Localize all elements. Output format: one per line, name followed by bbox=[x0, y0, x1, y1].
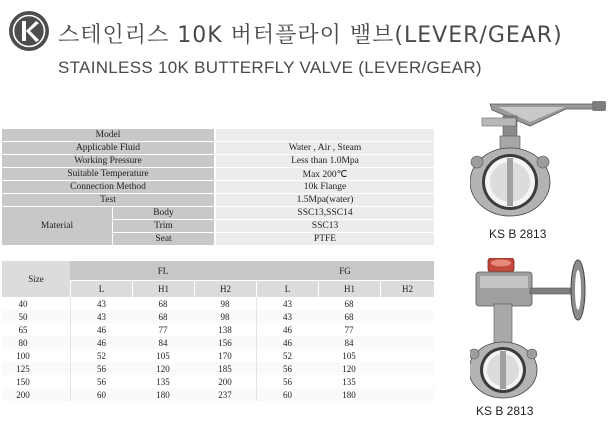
table-cell: 237 bbox=[194, 388, 256, 401]
table-cell bbox=[380, 310, 434, 323]
dimension-table bbox=[2, 261, 434, 401]
table-cell: 46 bbox=[70, 323, 132, 336]
column-header-size: Size bbox=[2, 261, 70, 297]
table-row bbox=[2, 323, 434, 336]
table-cell: 98 bbox=[194, 297, 256, 310]
spec-value-body: SSC13,SSC14 bbox=[214, 207, 434, 220]
spec-value-test: 1.5Mpa(water) bbox=[214, 194, 434, 207]
table-cell bbox=[380, 362, 434, 375]
size-cell: 40 bbox=[2, 297, 70, 310]
table-cell: 105 bbox=[318, 349, 380, 362]
column-header-fl-l: L bbox=[70, 280, 132, 297]
size-cell: 100 bbox=[2, 349, 70, 362]
size-cell: 200 bbox=[2, 388, 70, 401]
table-cell: 84 bbox=[132, 336, 194, 349]
table-cell: 68 bbox=[132, 310, 194, 323]
table-row bbox=[2, 362, 434, 375]
page-title-english: STAINLESS 10K BUTTERFLY VALVE (LEVER/GEAR) bbox=[58, 58, 482, 77]
column-header-fg-h2: H2 bbox=[380, 280, 434, 297]
column-header-fl-h1: H1 bbox=[132, 280, 194, 297]
table-cell bbox=[380, 297, 434, 310]
table-cell: 105 bbox=[132, 349, 194, 362]
table-cell: 68 bbox=[318, 297, 380, 310]
table-cell: 185 bbox=[194, 362, 256, 375]
gear-valve-photo bbox=[470, 258, 610, 400]
spec-label-connection: Connection Method bbox=[2, 181, 214, 194]
table-cell: 46 bbox=[256, 336, 318, 349]
table-cell bbox=[380, 323, 434, 336]
spec-value-connection: 10k Flange bbox=[214, 181, 434, 194]
company-logo bbox=[8, 10, 50, 52]
table-cell: 43 bbox=[256, 310, 318, 323]
spec-value-temperature: Max 200℃ bbox=[214, 168, 434, 181]
table-cell: 170 bbox=[194, 349, 256, 362]
table-cell: 52 bbox=[256, 349, 318, 362]
table-row bbox=[2, 349, 434, 362]
table-cell: 98 bbox=[194, 310, 256, 323]
size-cell: 80 bbox=[2, 336, 70, 349]
spec-label-model: Model bbox=[2, 129, 214, 142]
spec-label-trim: Trim bbox=[112, 220, 214, 233]
table-cell: 200 bbox=[194, 375, 256, 388]
lever-valve-photo bbox=[470, 96, 610, 218]
table-cell: 68 bbox=[318, 310, 380, 323]
table-row bbox=[2, 375, 434, 388]
table-cell: 56 bbox=[256, 362, 318, 375]
table-row bbox=[2, 310, 434, 323]
table-cell: 180 bbox=[318, 388, 380, 401]
table-cell: 43 bbox=[70, 310, 132, 323]
size-cell: 150 bbox=[2, 375, 70, 388]
table-cell: 77 bbox=[132, 323, 194, 336]
table-cell: 46 bbox=[256, 323, 318, 336]
spec-value-trim: SSC13 bbox=[214, 220, 434, 233]
table-cell bbox=[380, 336, 434, 349]
table-cell: 56 bbox=[256, 375, 318, 388]
spec-value-model bbox=[214, 129, 434, 142]
size-cell: 125 bbox=[2, 362, 70, 375]
table-cell: 180 bbox=[132, 388, 194, 401]
table-cell: 46 bbox=[70, 336, 132, 349]
table-cell bbox=[380, 388, 434, 401]
table-cell bbox=[380, 375, 434, 388]
table-cell: 43 bbox=[70, 297, 132, 310]
table-cell: 60 bbox=[70, 388, 132, 401]
column-header-fg-l: L bbox=[256, 280, 318, 297]
spec-label-test: Test bbox=[2, 194, 214, 207]
gear-valve-caption: KS B 2813 bbox=[476, 404, 534, 418]
table-cell: 56 bbox=[70, 362, 132, 375]
dimension-table-body bbox=[2, 297, 434, 401]
table-cell bbox=[380, 349, 434, 362]
page-title-korean: 스테인리스 10K 버터플라이 밸브(LEVER/GEAR) bbox=[58, 23, 563, 48]
table-cell: 68 bbox=[132, 297, 194, 310]
table-cell: 60 bbox=[256, 388, 318, 401]
size-cell: 50 bbox=[2, 310, 70, 323]
table-cell: 43 bbox=[256, 297, 318, 310]
table-cell: 56 bbox=[70, 375, 132, 388]
spec-label-body: Body bbox=[112, 207, 214, 220]
spec-value-seat: PTFE bbox=[214, 233, 434, 246]
spec-label-seat: Seat bbox=[112, 233, 214, 246]
table-cell: 120 bbox=[318, 362, 380, 375]
column-group-fl: FL bbox=[70, 261, 256, 280]
lever-valve-caption: KS B 2813 bbox=[489, 227, 547, 241]
column-header-fl-h2: H2 bbox=[194, 280, 256, 297]
table-cell: 138 bbox=[194, 323, 256, 336]
table-cell: 135 bbox=[318, 375, 380, 388]
table-row bbox=[2, 336, 434, 349]
spec-value-pressure: Less than 1.0Mpa bbox=[214, 155, 434, 168]
spec-label-material: Material bbox=[2, 207, 112, 246]
spec-label-temperature: Suitable Temperature bbox=[2, 168, 214, 181]
spec-label-fluid: Applicable Fluid bbox=[2, 142, 214, 155]
table-cell: 77 bbox=[318, 323, 380, 336]
size-cell: 65 bbox=[2, 323, 70, 336]
table-cell: 52 bbox=[70, 349, 132, 362]
table-row bbox=[2, 297, 434, 310]
spec-label-pressure: Working Pressure bbox=[2, 155, 214, 168]
spec-value-fluid: Water , Air , Steam bbox=[214, 142, 434, 155]
table-cell: 84 bbox=[318, 336, 380, 349]
column-group-fg: FG bbox=[256, 261, 434, 280]
column-header-fg-h1: H1 bbox=[318, 280, 380, 297]
table-row bbox=[2, 388, 434, 401]
specification-table bbox=[2, 129, 434, 246]
table-cell: 156 bbox=[194, 336, 256, 349]
table-cell: 120 bbox=[132, 362, 194, 375]
table-cell: 135 bbox=[132, 375, 194, 388]
